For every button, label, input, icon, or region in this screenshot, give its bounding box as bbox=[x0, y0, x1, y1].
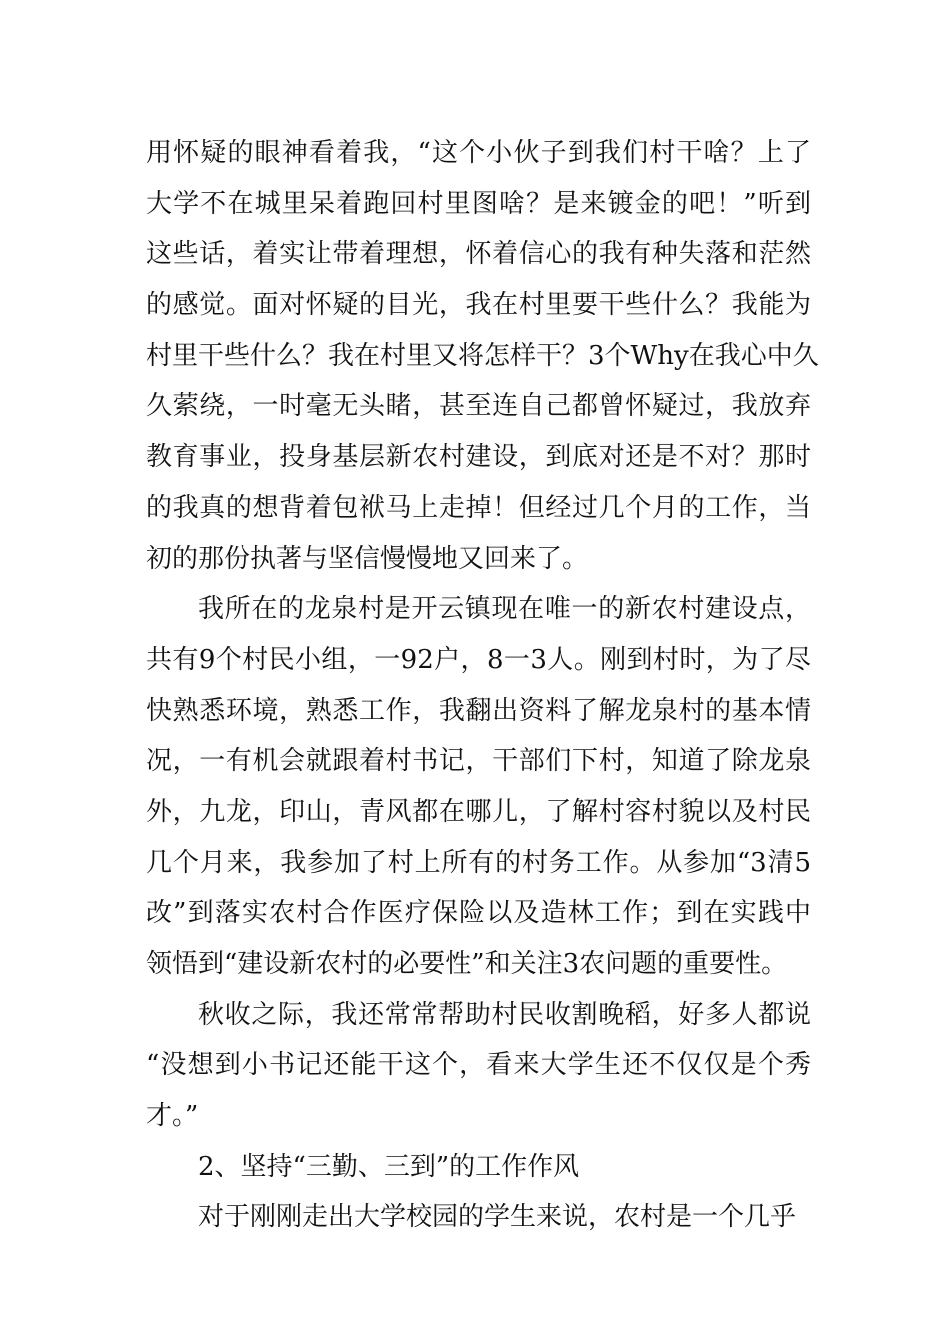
text-line: 用怀疑的眼神看着我，“这个小伙子到我们村干啥？上了 bbox=[146, 138, 811, 168]
text-line: 村里干些什么？我在村里又将怎样干？3个Why在我心中久 bbox=[146, 340, 819, 371]
text-line: 这些话，着实让带着理想，怀着信心的我有种失落和茫然 bbox=[146, 239, 811, 270]
text-line: 的我真的想背着包袱马上走掉！但经过几个月的工作，当 bbox=[146, 492, 811, 523]
paragraph-start-line: 对于刚刚走出大学校园的学生来说，农村是一个几乎 bbox=[198, 1202, 797, 1233]
paragraph-start-line: 我所在的龙泉村是开云镇现在唯一的新农村建设点， bbox=[198, 594, 811, 625]
section-heading: 2、坚持“三勤、三到”的工作作风 bbox=[198, 1151, 580, 1182]
paragraph-start-line: 秋收之际，我还常常帮助村民收割晚稻，好多人都说 bbox=[198, 999, 811, 1030]
text-line: 才。” bbox=[146, 1101, 199, 1132]
text-line: “没想到小书记还能干这个，看来大学生还不仅仅是个秀 bbox=[146, 1050, 811, 1081]
text-line: 况，一有机会就跟着村书记，干部们下村，知道了除龙泉 bbox=[146, 746, 811, 777]
text-line: 快熟悉环境，熟悉工作，我翻出资料了解龙泉村的基本情 bbox=[146, 695, 811, 726]
body-text bbox=[146, 128, 819, 1243]
text-line: 教育事业，投身基层新农村建设，到底对还是不对？那时 bbox=[146, 442, 811, 473]
text-line: 领悟到“建设新农村的必要性”和关注3农问题的重要性。 bbox=[146, 949, 788, 979]
text-line: 几个月来，我参加了村上所有的村务工作。从参加“3清5 bbox=[146, 847, 811, 878]
text-line: 初的那份执著与坚信慢慢地又回来了。 bbox=[146, 543, 589, 574]
text-line: 的感觉。面对怀疑的目光，我在村里要干些什么？我能为 bbox=[146, 290, 811, 321]
text-line: 大学不在城里呆着跑回村里图啥？是来镀金的吧！”听到 bbox=[146, 188, 811, 219]
text-line: 改”到落实农村合作医疗保险以及造林工作；到在实践中 bbox=[146, 898, 811, 929]
text-line: 久萦绕，一时毫无头睹，甚至连自己都曾怀疑过，我放弃 bbox=[146, 391, 811, 422]
text-line: 共有9个村民小组，一92户，8一3人。刚到村时，为了尽 bbox=[146, 644, 811, 675]
text-line: 外，九龙，印山，青风都在哪儿，了解村容村貌以及村民 bbox=[146, 796, 811, 827]
